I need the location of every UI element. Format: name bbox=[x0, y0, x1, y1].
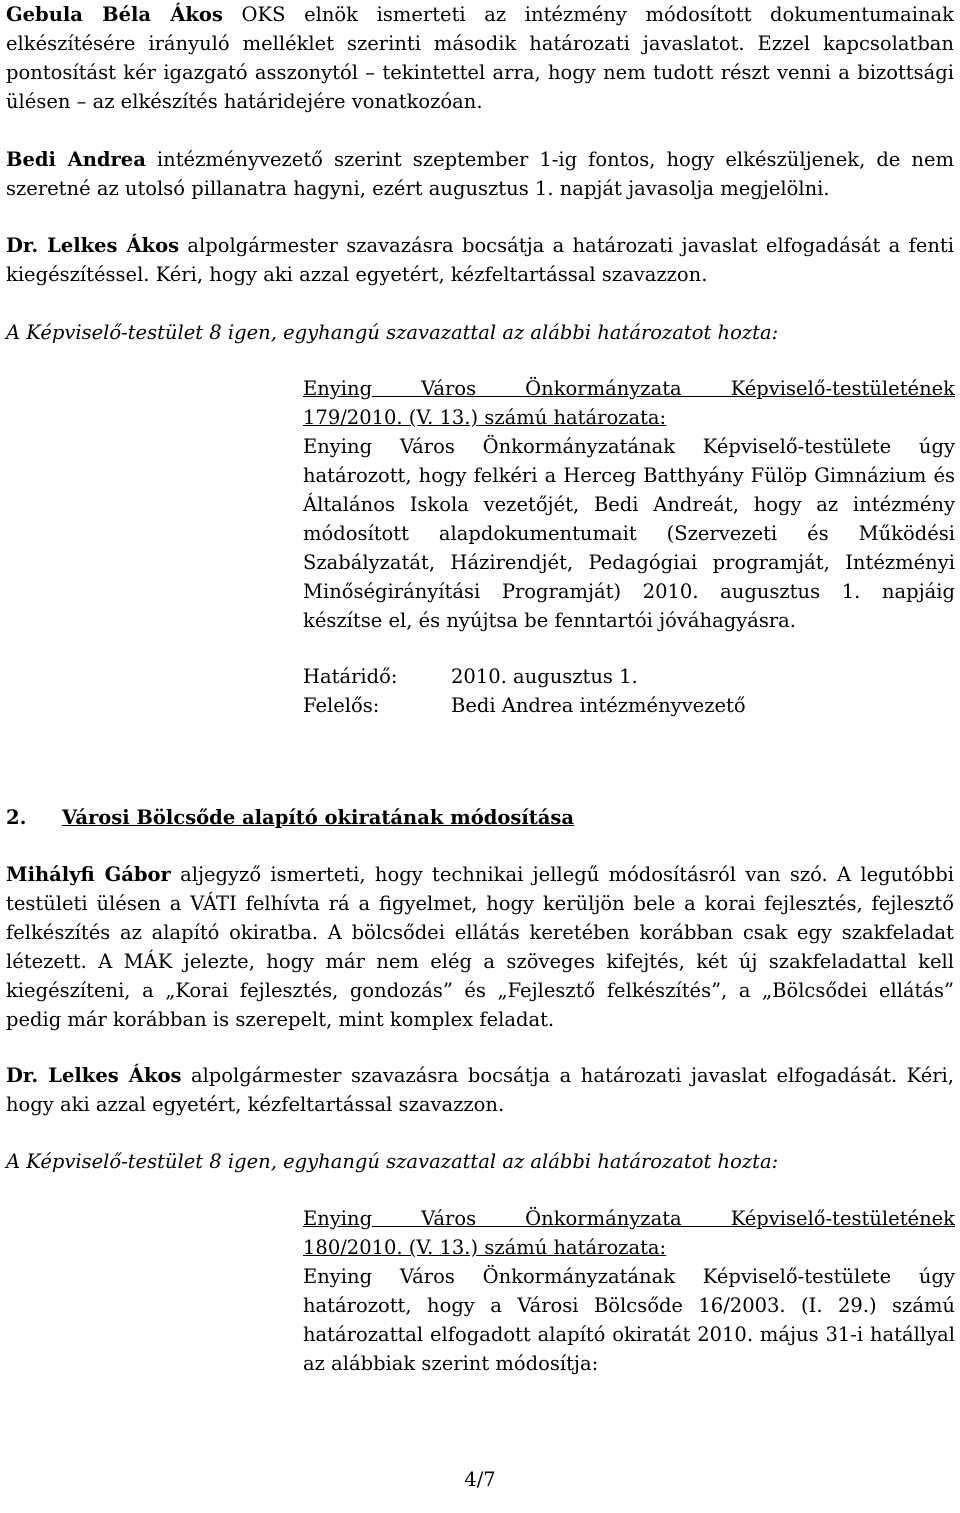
resolution-number: 180/2010. (V. 13.) bbox=[303, 1236, 479, 1259]
page-number: 4/7 bbox=[464, 1468, 496, 1491]
section-number: 2. bbox=[6, 806, 27, 829]
speaker-name: Mihályfi Gábor bbox=[6, 863, 171, 886]
resolution-heading-1: Enying Város Önkormányzata Képviselő-testületének bbox=[303, 377, 955, 400]
deadline-value: 2010. augusztus 1. bbox=[451, 665, 638, 688]
paragraph-text: intézményvezető szerint szeptember 1-ig fontos, hogy elkészüljenek, de nem szeretné az utolsó pillanatra hagyni, ezért augusztus 1. napját javasolja megjelölni. bbox=[6, 148, 954, 200]
paragraph-gebula bbox=[6, 0, 954, 116]
paragraph-lelkes-2 bbox=[6, 1061, 954, 1119]
resolution-body-1: Enying Város Önkormányzatának Képviselő-testülete úgy határozott, hogy felkéri a Herceg Batthyány Fülöp Gimnázium és Általános Iskola vezetőjét, Bedi Andreát, hogy az intézmény módosított alapdokumentumait (Szervezeti és Működési Szabályzatát, Házirendjét, Pedagógiai programját, Intézményi Minőségirányítási Programját) 2010. augusztus 1. napjáig készítse el, és nyújtsa be fenntartói jóváhagyásra. bbox=[303, 435, 955, 632]
resolution-suffix: számú határozata: bbox=[478, 406, 667, 429]
resolution-body-2: Enying Város Önkormányzatának Képviselő-testülete úgy határozott, hogy a Városi Bölcsőde 16/2003. (I. 29.) számú határozattal elfogadott alapító okiratát 2010. május 31-i hatállyal az alábbiak szerint módosítja: bbox=[303, 1265, 955, 1375]
resolution-heading-2: Enying Város Önkormányzata Képviselő-testületének bbox=[303, 1207, 955, 1230]
responsible-label: Felelős: bbox=[303, 694, 380, 717]
paragraph-lelkes-1 bbox=[6, 231, 954, 289]
paragraph-text: alpolgármester szavazásra bocsátja a határozati javaslat elfogadását. Kéri, hogy aki azzal egyetért, kézfeltartással szavazzon. bbox=[6, 1064, 954, 1116]
responsible-row bbox=[303, 691, 955, 720]
paragraph-text: alpolgármester szavazásra bocsátja a határozati javaslat elfogadását a fenti kiegészítéssel. Kéri, hogy aki azzal egyetért, kézfeltartással szavazzon. bbox=[6, 234, 954, 286]
deadline-row bbox=[303, 662, 955, 691]
resolution-number: 179/2010. (V. 13.) bbox=[303, 406, 479, 429]
resolution-suffix: számú határozata: bbox=[478, 1236, 667, 1259]
speaker-name: Dr. Lelkes Ákos bbox=[6, 234, 180, 257]
paragraph-text: OKS elnök ismerteti az intézmény módosított dokumentumainak elkészítésére irányuló melléklet szerinti második határozati javaslatot. Ezzel kapcsolatban pontosítást kér igazgató asszonytól – tekintettel arra, hogy nem tudott részt venni a bizottsági ülésen – az elkészítés határidejére vonatkozóan. bbox=[6, 3, 954, 113]
responsible-value: Bedi Andrea intézményvezető bbox=[451, 694, 746, 717]
resolution-number-1 bbox=[303, 403, 955, 432]
vote-statement-2: A Képviselő-testület 8 igen, egyhangú szavazattal az alábbi határozatot hozta: bbox=[6, 1150, 779, 1173]
resolution-number-2 bbox=[303, 1233, 955, 1262]
speaker-name: Bedi Andrea bbox=[6, 148, 146, 171]
paragraph-text: aljegyző ismerteti, hogy technikai jellegű módosításról van szó. A legutóbbi testületi ülésen a VÁTI felhívta rá a figyelmet, hogy kerüljön bele a korai fejlesztés, fejlesztő felkészítés az alapító okiratba. A bölcsődei ellátás keretében korábban csak egy szakfeladat létezett. A MÁK jelezte, hogy már nem elég a szöveges kifejtés, két új szakfeladattal kell kiegészíteni, a „Korai fejlesztés, gondozás” és „Fejlesztő felkészítés”, a „Bölcsődei ellátás” pedig már korábban is szerepelt, mint komplex feladat. bbox=[6, 863, 954, 1031]
paragraph-mihalyfi bbox=[6, 860, 954, 1034]
deadline-label: Határidő: bbox=[303, 665, 398, 688]
section-title: Városi Bölcsőde alapító okiratának módosítása bbox=[62, 806, 575, 829]
speaker-name: Gebula Béla Ákos bbox=[6, 3, 223, 26]
speaker-name: Dr. Lelkes Ákos bbox=[6, 1064, 182, 1087]
vote-statement-1: A Képviselő-testület 8 igen, egyhangú szavazattal az alábbi határozatot hozta: bbox=[6, 321, 779, 344]
paragraph-bedi bbox=[6, 145, 954, 203]
